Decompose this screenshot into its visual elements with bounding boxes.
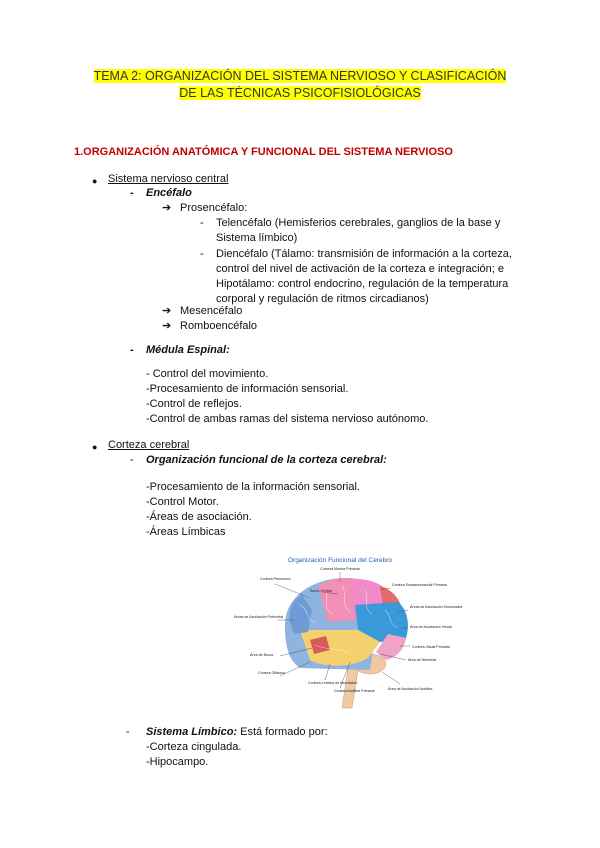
section-heading: 1.ORGANIZACIÓN ANATÓMICA Y FUNCIONAL DEL SISTEMA NERVIOSO bbox=[74, 146, 453, 158]
medula-item: -Control de reflejos. bbox=[146, 398, 242, 410]
label-broca: Área de Broca bbox=[250, 653, 273, 657]
medula-label: Médula Espinal: bbox=[146, 344, 230, 356]
medula-item: -Procesamiento de información sensorial. bbox=[146, 383, 349, 395]
diencefalo-line-3: Hipotálamo: control endocrino, regulación de la temperatura bbox=[216, 278, 509, 290]
limbico-item: -Hipocampo. bbox=[146, 756, 209, 768]
corteza-item: -Control Motor. bbox=[146, 496, 219, 508]
limbico-item: -Corteza cingulada. bbox=[146, 741, 242, 753]
encefalo-label: Encéfalo bbox=[146, 187, 192, 199]
corteza-item: -Áreas de asociación. bbox=[146, 511, 252, 523]
diencefalo-line-1: Diencéfalo (Tálamo: transmisión de información a la corteza, bbox=[216, 248, 512, 260]
title-line-1: TEMA 2: ORGANIZACIÓN DEL SISTEMA NERVIOSO Y CLASIFICACIÓN bbox=[93, 69, 507, 83]
prosencefalo-label: Prosencéfalo: bbox=[180, 202, 248, 214]
dash-marker: - bbox=[200, 217, 204, 229]
snc-heading: Sistema nervioso central bbox=[108, 173, 229, 185]
brain-diagram bbox=[230, 550, 463, 710]
label-asoc-visual: Área de Asociación Visual bbox=[410, 625, 452, 629]
corteza-org-label: Organización funcional de la corteza cerebral: bbox=[146, 454, 387, 466]
label-limbica: Corteza Límbica de Asociación bbox=[308, 681, 358, 685]
corteza-item: -Áreas Límbicas bbox=[146, 526, 226, 538]
label-surco: Surco Central bbox=[310, 589, 332, 593]
dash-marker: - bbox=[130, 187, 134, 199]
dash-marker: - bbox=[200, 248, 204, 260]
brainstem-shape bbox=[342, 668, 358, 708]
label-olfatoria: Corteza Olfatoria bbox=[258, 671, 286, 675]
romboencefalo-label: Romboencéfalo bbox=[180, 320, 258, 332]
limbico-text: Está formado por: bbox=[237, 726, 328, 738]
label-asoc-sensorial: Áreas de Asociación Sensoriales bbox=[410, 605, 463, 609]
corteza-heading: Corteza cerebral bbox=[108, 439, 190, 451]
arrow-right-icon: ➔ bbox=[162, 320, 172, 332]
figure-title: Organización Funcional del Cerebro bbox=[287, 557, 393, 564]
arrow-right-icon: ➔ bbox=[162, 305, 172, 317]
telencefalo-line-2: Sistema límbico) bbox=[216, 232, 298, 244]
label-auditiva: Corteza Auditiva Primaria bbox=[334, 689, 375, 693]
limbico-label: Sistema Límbico: bbox=[146, 726, 238, 738]
arrow-right-icon: ➔ bbox=[162, 202, 172, 214]
diencefalo-line-2: control del nivel de activación de la corteza e integración; e bbox=[216, 263, 505, 275]
dash-marker: - bbox=[130, 344, 134, 356]
bullet-icon: ● bbox=[92, 442, 98, 452]
label-somatosensorial: Corteza Somatosensorial Primaria bbox=[392, 583, 447, 587]
telencefalo-line-1: Telencéfalo (Hemisferios cerebrales, ganglios de la base y bbox=[216, 217, 501, 229]
bullet-icon: ● bbox=[92, 176, 98, 186]
label-asoc-auditiva: Área de Asociación Auditiva bbox=[388, 687, 433, 691]
label-wernicke: Área de Wernicke bbox=[408, 658, 437, 662]
dash-marker: - bbox=[126, 726, 130, 738]
mesencefalo-label: Mesencéfalo bbox=[180, 305, 243, 317]
label-asoc-prefrontal: Áreas de Asociación Prefrontal bbox=[234, 615, 284, 619]
corteza-item: -Procesamiento de la información sensorial. bbox=[146, 481, 360, 493]
label-visual-primaria: Corteza Visual Primaria bbox=[412, 645, 450, 649]
diencefalo-line-4: corporal y regulación de ritmos circadianos) bbox=[216, 293, 429, 305]
dash-marker: - bbox=[130, 454, 134, 466]
limbico-line bbox=[146, 725, 328, 740]
document-title bbox=[60, 68, 540, 102]
title-line-2: DE LAS TÉCNICAS PSICOFISIOLÓGICAS bbox=[179, 86, 421, 100]
label-premotora: Corteza Premotora bbox=[260, 577, 291, 581]
medula-item: - Control del movimiento. bbox=[146, 368, 269, 380]
medula-item: -Control de ambas ramas del sistema nervioso autónomo. bbox=[146, 413, 429, 425]
label-motora-primaria: Corteza Motora Primaria bbox=[320, 567, 360, 571]
